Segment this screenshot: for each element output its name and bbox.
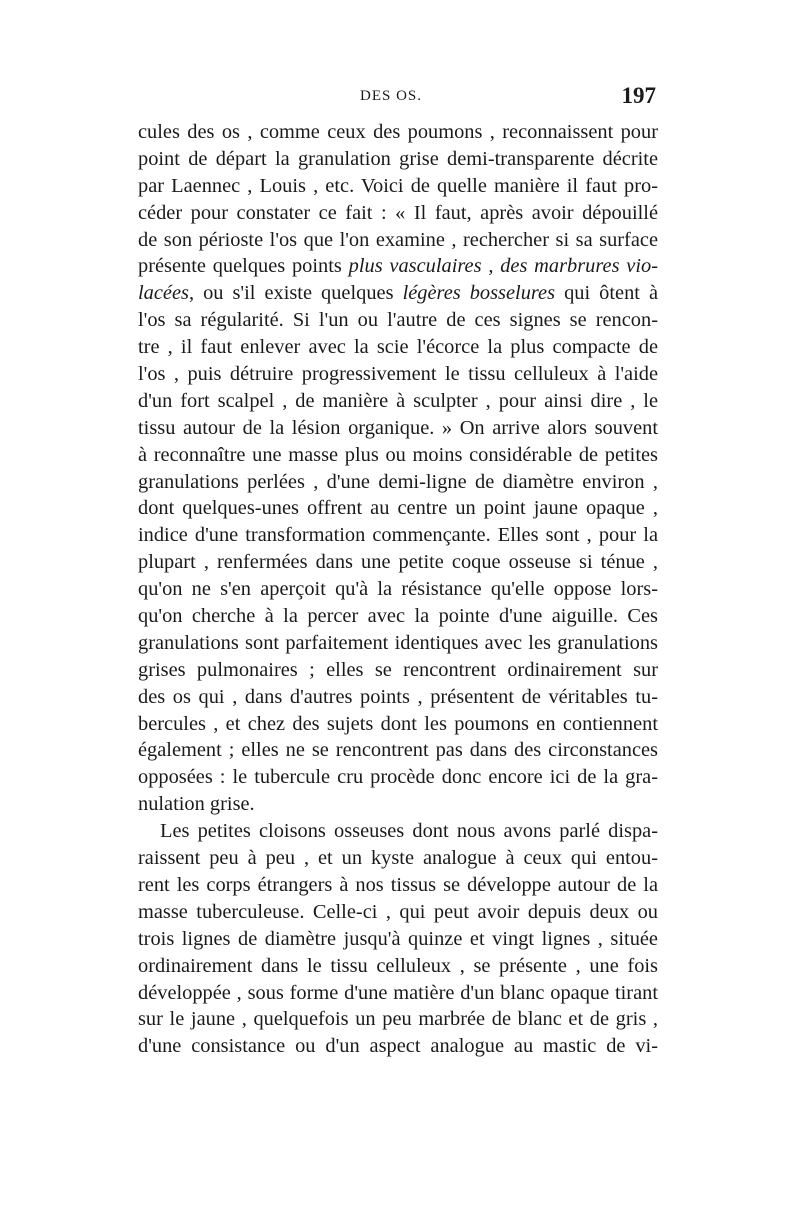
text-line: d'un fort scalpel , de manière à sculpter , pour ainsi dire , le — [138, 389, 658, 412]
text-line — [138, 280, 658, 307]
text-line: grises pulmonaires ; elles se rencontrent ordinairement sur — [138, 658, 658, 681]
text-line — [138, 253, 658, 280]
text-line: point de départ la granulation grise demi-transparente décrite — [138, 147, 658, 170]
text-line: masse tuberculeuse. Celle-ci , qui peut avoir depuis deux ou — [138, 900, 658, 923]
paragraph-1 — [138, 119, 658, 818]
running-title: DES OS. — [360, 88, 423, 104]
italic-run: légères bosselures — [402, 282, 556, 305]
text-line: l'os , puis détruire progressivement le tissu celluleux à l'aide — [138, 363, 658, 386]
text-line: ordinairement dans le tissu celluleux , se présente , une fois — [138, 954, 658, 977]
text-line: tre , il faut enlever avec la scie l'écorce la plus compacte de — [138, 336, 658, 359]
text-line: bercules , et chez des sujets dont les poumons en contiennent — [138, 712, 658, 735]
text-line: l'os sa régularité. Si l'un ou l'autre de ces signes se rencon- — [138, 309, 658, 332]
text-line: également ; elles ne se rencontrent pas dans des circonstances — [138, 739, 658, 762]
text-line: sur le jaune , quelquefois un peu marbrée de blanc et de gris , — [138, 1008, 658, 1031]
text-line: nulation grise. — [138, 793, 255, 816]
paragraph-2 — [138, 818, 658, 1060]
text-line: trois lignes de diamètre jusqu'à quinze et vingt lignes , située — [138, 927, 658, 950]
text-line: développée , sous forme d'une matière d'un blanc opaque tirant — [138, 981, 658, 1004]
text-run: présente quelques points — [138, 255, 349, 278]
text-line: qu'on ne s'en aperçoit qu'à la résistance qu'elle oppose lors- — [138, 578, 658, 601]
text-line: céder pour constater ce fait : « Il faut, après avoir dépouillé — [138, 201, 658, 224]
text-line: d'une consistance ou d'un aspect analogue au mastic de vi- — [138, 1035, 658, 1058]
text-line: granulations sont parfaitement identiques avec les granulations — [138, 631, 658, 654]
text-line: opposées : le tubercule cru procède donc encore ici de la gra- — [138, 766, 658, 789]
text-line: à reconnaître une masse plus ou moins considérable de petites — [138, 443, 658, 466]
text-line: des os qui , dans d'autres points , présentent de véritables tu- — [138, 685, 658, 708]
text-line: de son périoste l'os que l'on examine , rechercher si sa surface — [138, 228, 658, 251]
text-line: Les petites cloisons osseuses dont nous avons parlé dispa- — [160, 820, 658, 843]
text-run: qui ôtent à — [555, 282, 659, 305]
text-line: dont quelques-unes offrent au centre un point jaune opaque , — [138, 497, 658, 520]
text-line: cules des os , comme ceux des poumons , reconnaissent pour — [138, 121, 658, 143]
text-line: indice d'une transformation commençante. Elles sont , pour la — [138, 524, 658, 547]
italic-run: plus vasculaires , des marbrures vio- — [348, 255, 659, 278]
text-line: plupart , renfermées dans une petite coque osseuse si ténue , — [138, 551, 658, 574]
text-line: raissent peu à peu , et un kyste analogue à ceux qui entou- — [138, 847, 658, 870]
text-line: tissu autour de la lésion organique. » On arrive alors souvent — [138, 416, 658, 439]
text-line: granulations perlées , d'une demi-ligne de diamètre environ , — [138, 470, 658, 493]
text-line: rent les corps étrangers à nos tissus se développe autour de la — [138, 873, 658, 896]
page-number: 197 — [621, 83, 656, 108]
text-run: , ou s'il existe quelques — [188, 282, 403, 305]
text-line: par Laennec , Louis , etc. Voici de quelle manière il faut pro- — [138, 174, 658, 197]
italic-run: lacées — [138, 282, 189, 305]
text-line: qu'on cherche à la percer avec la pointe d'une aiguille. Ces — [138, 605, 658, 628]
body-text — [138, 119, 658, 1060]
running-head — [138, 83, 656, 116]
